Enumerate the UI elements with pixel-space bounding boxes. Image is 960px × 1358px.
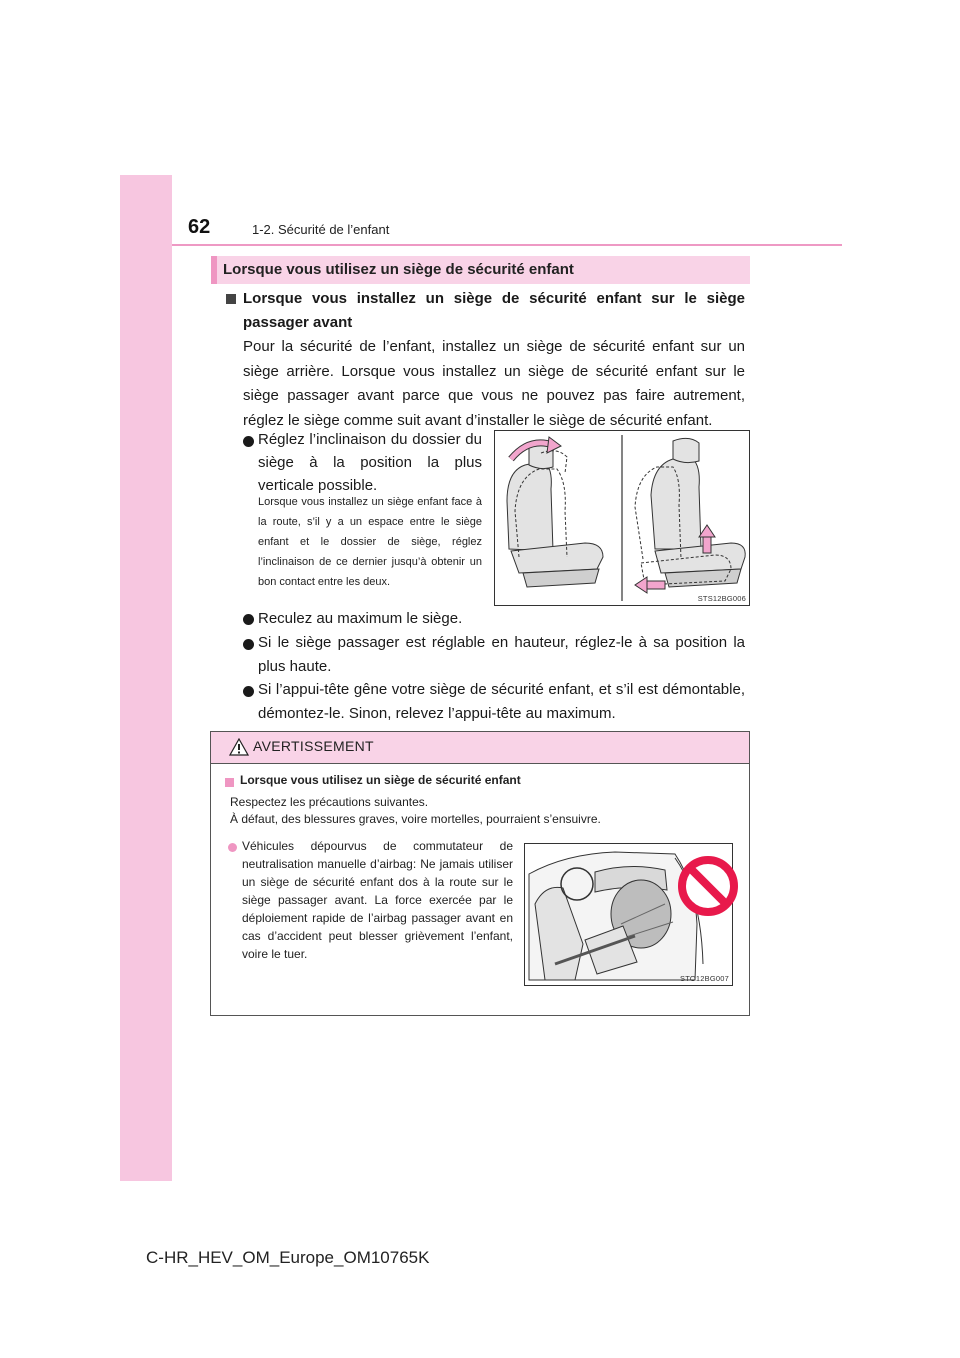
warning-heading: Lorsque vous utilisez un siège de sécurité enfant [240, 773, 521, 787]
warning-triangle-icon [229, 738, 249, 756]
seat-illustration-svg [495, 431, 749, 605]
subsection-intro: Pour la sécurité de l’enfant, installez un siège de sécurité enfant sur un siège arrière. Lorsque vous installez un siège de sécurité enfant sur le siège passager avant parce que vous ne pouvez pas faire autrement, réglez le siège comme suit avant d’installer le siège de sécurité enfant. [243, 338, 745, 429]
warning-box [210, 731, 750, 1016]
footer-document-code: C-HR_HEV_OM_Europe_OM10765K [146, 1248, 430, 1267]
warning-bullet-text: Véhicules dépourvus de commutateur de neutralisation manuelle d’airbag: Ne jamais utiliser un siège de sécurité enfant dos à la route sur le siège passager avant. La force exercée par le déploiement rapide de l’airbag passager avant en cas d’accident peut blesser grièvement l’enfant, voire le tuer. [242, 839, 513, 961]
section-title: 1-2. Sécurité de l’enfant [252, 222, 390, 237]
warning-text-line2: À défaut, des blessures graves, voire mortelles, pourraient s’ensuivre. [230, 812, 601, 826]
figure-code-airbag: STO12BG007 [680, 974, 729, 983]
square-bullet-icon [226, 294, 236, 304]
bullet-height: Si le siège passager est réglable en hauteur, réglez-le à sa position la plus haute. [258, 634, 745, 675]
topic-title: Lorsque vous utilisez un siège de sécurité enfant [223, 261, 574, 278]
warning-text-line1: Respectez les précautions suivantes. [230, 795, 429, 809]
warning-square-bullet-icon [225, 778, 234, 787]
side-tab-strip [120, 175, 172, 1181]
header-rule [172, 244, 842, 246]
warning-header [211, 732, 749, 764]
prohibition-icon [677, 855, 739, 917]
bullet-dot-icon [243, 639, 254, 650]
seat-adjustment-illustration [494, 430, 750, 606]
warning-title: AVERTISSEMENT [253, 738, 374, 754]
bullet-move-back: Reculez au maximum le siège. [258, 610, 463, 627]
figure-code-seats: STS12BG006 [697, 594, 746, 603]
bullet-dot-icon [243, 614, 254, 625]
warning-bullet-dot-icon [228, 843, 237, 852]
bullet-dot-icon [243, 686, 254, 697]
bullet-dot-icon [243, 436, 254, 447]
subsection-heading-line2: passager avant [243, 314, 353, 331]
bullet-recline: Réglez l’inclinaison du dossier du siège à la position la plus verticale possible. [258, 431, 482, 494]
subsection-heading-line1: Lorsque vous installez un siège de sécurité enfant sur le siège [243, 290, 745, 307]
bullet-headrest: Si l’appui-tête gêne votre siège de sécurité enfant, et s’il est démontable, démontez-le. Sinon, relevez l’appui-tête au maximum. [258, 681, 745, 722]
page-number: 62 [188, 216, 211, 238]
topic-title-bar [211, 256, 750, 284]
bullet-recline-note: Lorsque vous installez un siège enfant face à la route, s’il y a un espace entre le siège enfant et le dossier de siège, réglez l’inclinaison de ce dernier jusqu’à obtenir un bon contact entre les deux. [258, 496, 482, 588]
